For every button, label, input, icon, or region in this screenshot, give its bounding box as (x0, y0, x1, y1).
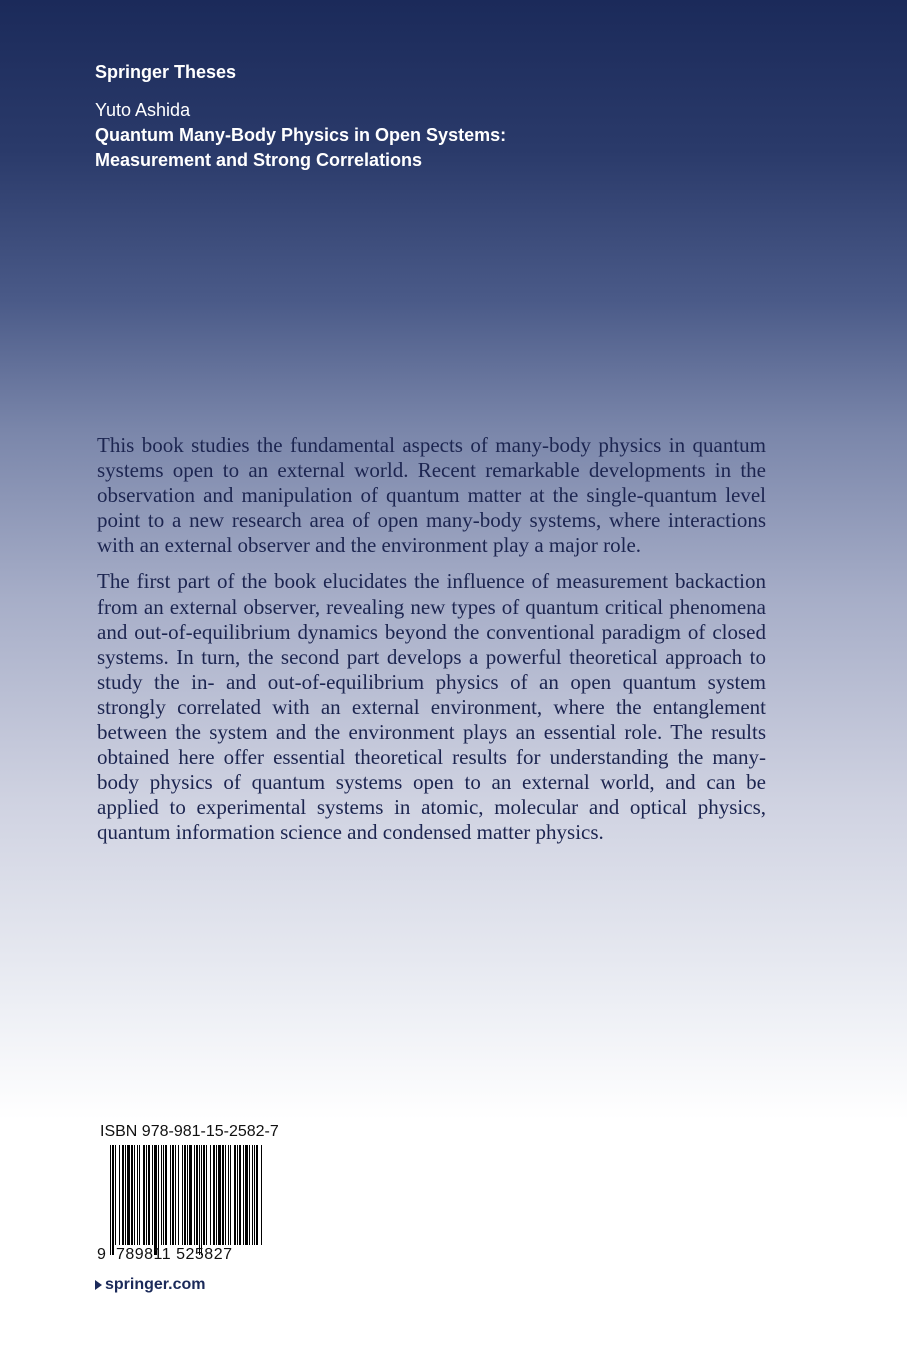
barcode-bar (110, 1145, 111, 1255)
barcode-bar (146, 1145, 147, 1245)
barcode-bar (196, 1145, 198, 1245)
website-label: springer.com (105, 1276, 206, 1293)
barcode-bar (163, 1145, 164, 1245)
barcode-bar (225, 1145, 226, 1245)
title-line: Measurement and Strong Correlations (95, 150, 423, 170)
barcode-digit-first: 9 (97, 1246, 107, 1263)
barcode-bar (256, 1145, 258, 1245)
barcode-bar (228, 1145, 229, 1245)
barcode-bar (119, 1145, 120, 1245)
barcode-bar (154, 1145, 157, 1255)
barcode-bar (175, 1145, 176, 1245)
barcode-bar (234, 1145, 236, 1245)
barcode-bar (252, 1145, 253, 1245)
barcode-bar (137, 1145, 138, 1245)
barcode-bar (189, 1145, 192, 1245)
barcode-bar (134, 1145, 135, 1245)
book-title (95, 123, 506, 173)
barcode-bar (170, 1145, 171, 1245)
barcode-bar (172, 1145, 174, 1245)
isbn-label: ISBN 978-981-15-2582-7 (100, 1123, 279, 1140)
barcode-bar (213, 1145, 215, 1245)
barcode-bar (218, 1145, 221, 1245)
barcode-bar (194, 1145, 195, 1245)
publisher-website[interactable] (95, 1276, 205, 1294)
barcode-bar (184, 1145, 186, 1245)
barcode-bar (210, 1145, 211, 1245)
barcode-bar (254, 1145, 255, 1245)
barcode-bar (158, 1145, 159, 1255)
barcode-bar (201, 1145, 202, 1255)
barcode-bar (125, 1145, 126, 1245)
barcode-bar (249, 1145, 250, 1245)
barcode-bar (203, 1145, 205, 1245)
triangle-right-icon (95, 1280, 102, 1290)
title-line: Quantum Many-Body Physics in Open Systems: (95, 125, 507, 145)
barcode-bar (216, 1145, 217, 1245)
barcode-bar (139, 1145, 140, 1245)
barcode-bar (182, 1145, 183, 1245)
barcode-bar (187, 1145, 188, 1245)
barcode-bar (161, 1145, 162, 1245)
barcode-bar (152, 1145, 153, 1245)
barcode-bar (112, 1145, 114, 1255)
author-name: Yuto Ashida (95, 100, 191, 120)
barcode-bar (245, 1145, 248, 1245)
barcode-bar (261, 1145, 262, 1245)
barcode-bar (122, 1145, 124, 1245)
barcode-bar (143, 1145, 145, 1245)
barcode-bar (230, 1145, 231, 1245)
barcode (110, 1145, 262, 1255)
barcode-bar (243, 1145, 244, 1245)
barcode-bar (239, 1145, 241, 1245)
barcode-bar (127, 1145, 130, 1245)
barcode-bar (165, 1145, 167, 1245)
blurb-text (97, 433, 766, 857)
barcode-bar (115, 1145, 116, 1245)
blurb-paragraph: The first part of the book elucidates the influence of measurement backaction from an external observer, revealing new types of quantum critical phenomena and out-of-equilibrium dynamics beyond the conventional paradigm of closed systems. In turn, the second part develops a powerful theoretical approach to study the in- and out-of-equilibrium physics of an open quantum system strongly correlated with an external environment, where the entanglement between the system and the environment plays an essential role. The results obtained here offer essential theoretical results for understanding the many-body physics of quantum systems open to an external world, and can be applied to experimental systems in atomic, molecular and optical physics, quantum information science and condensed matter physics. (97, 569, 766, 845)
barcode-bar (199, 1145, 200, 1255)
series-name: Springer Theses (95, 62, 237, 82)
barcode-bar (131, 1145, 133, 1245)
blurb-paragraph: This book studies the fundamental aspects of many-body physics in quantum systems open to an external world. Recent remarkable developments in the observation and manipulation of quantum matter at the single-quantum level point to a new research area of open many-body systems, where interactions with an external observer and the environment play a major role. (97, 433, 766, 558)
barcode-bar (237, 1145, 238, 1245)
barcode-bar (206, 1145, 207, 1245)
barcode-bar (148, 1145, 150, 1245)
barcode-digits (97, 1246, 233, 1264)
barcode-bar (222, 1145, 224, 1245)
barcode-bar (178, 1145, 179, 1245)
barcode-digits-rest: 789811 525827 (115, 1246, 233, 1263)
